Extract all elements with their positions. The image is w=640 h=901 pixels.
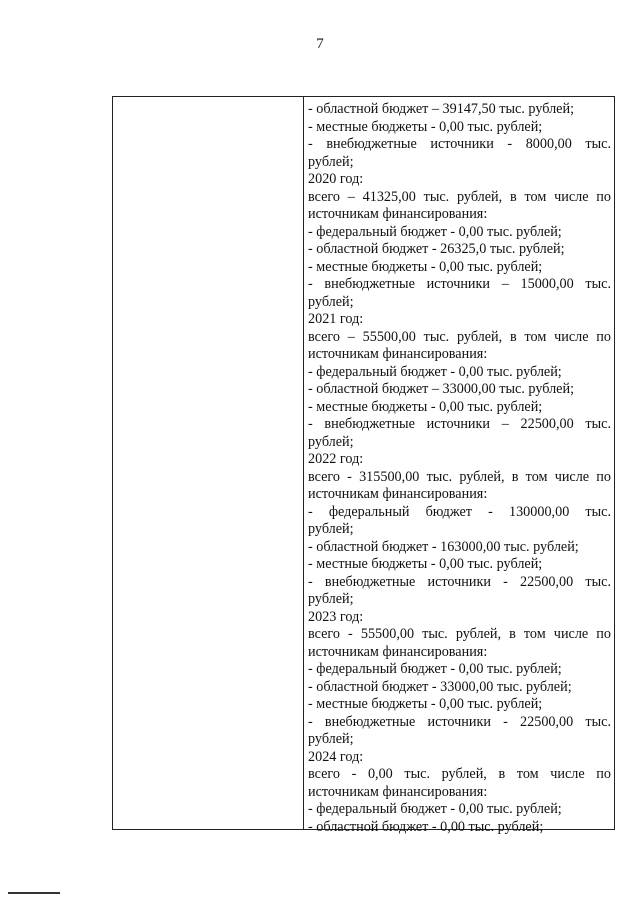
text-line: - областной бюджет - 33000,00 тыс. рублей; xyxy=(308,678,572,695)
text-line: рублей; xyxy=(308,293,354,310)
page-number: 7 xyxy=(316,36,324,52)
text-line: источникам финансирования: xyxy=(308,783,488,800)
funding-text-cell xyxy=(304,97,614,835)
text-line: - областной бюджет - 0,00 тыс. рублей; xyxy=(308,818,544,835)
funding-table xyxy=(112,96,615,835)
text-line: всего – 55500,00 тыс. рублей, в том числе по xyxy=(308,328,611,345)
text-line: источникам финансирования: xyxy=(308,206,488,222)
text-line: - областной бюджет - 163000,00 тыс. рублей; xyxy=(308,538,579,555)
text-line: - внебюджетные источники – 15000,00 тыс. xyxy=(308,276,611,292)
text-line: рублей; xyxy=(308,731,354,747)
text-line: - местные бюджеты - 0,00 тыс. рублей; xyxy=(308,398,543,415)
text-line: всего - 55500,00 тыс. рублей, в том числе по xyxy=(308,626,611,642)
text-line: - местные бюджеты - 0,00 тыс. рублей; xyxy=(308,258,543,275)
text-line: источникам финансирования: xyxy=(308,486,488,502)
text-line: рублей; xyxy=(308,521,354,537)
text-line: всего - 315500,00 тыс. рублей, в том числе по xyxy=(308,468,611,485)
text-line: - федеральный бюджет - 130000,00 тыс. xyxy=(308,503,611,520)
text-line: - федеральный бюджет - 0,00 тыс. рублей; xyxy=(308,223,562,240)
text-line: 2024 год: xyxy=(308,748,364,765)
text-line: - внебюджетные источники – 22500,00 тыс. xyxy=(308,416,611,432)
text-line: - федеральный бюджет - 0,00 тыс. рублей; xyxy=(308,661,562,677)
text-line: рублей; xyxy=(308,153,354,170)
text-line: - областной бюджет – 33000,00 тыс. рублей; xyxy=(308,381,575,397)
text-line: источникам финансирования: xyxy=(308,643,488,660)
text-line: - областной бюджет - 26325,0 тыс. рублей; xyxy=(308,241,565,257)
text-line: источникам финансирования: xyxy=(308,346,488,362)
text-line: всего - 0,00 тыс. рублей, в том числе по xyxy=(308,766,611,782)
text-line: - внебюджетные источники - 8000,00 тыс. xyxy=(308,136,611,152)
text-line: всего – 41325,00 тыс. рублей, в том числе по xyxy=(308,188,611,205)
text-line: рублей; xyxy=(308,591,354,607)
text-line: рублей; xyxy=(308,433,354,450)
text-line: - местные бюджеты - 0,00 тыс. рублей; xyxy=(308,556,543,572)
scan-mark xyxy=(8,892,60,894)
text-line: 2022 год: xyxy=(308,451,364,467)
text-line: 2020 год: xyxy=(308,171,364,187)
text-line: - местные бюджеты - 0,00 тыс. рублей; xyxy=(308,696,543,712)
text-line: - федеральный бюджет - 0,00 тыс. рублей; xyxy=(308,363,562,380)
text-line: 2021 год: xyxy=(308,311,364,327)
text-line: - федеральный бюджет - 0,00 тыс. рублей; xyxy=(308,801,562,817)
text-line: 2023 год: xyxy=(308,608,364,625)
table-left-column xyxy=(113,97,304,829)
text-line: - внебюджетные источники - 22500,00 тыс. xyxy=(308,573,611,590)
text-line: - внебюджетные источники - 22500,00 тыс. xyxy=(308,713,611,730)
text-line: - областной бюджет – 39147,50 тыс. рублей; xyxy=(308,101,575,117)
text-line: - местные бюджеты - 0,00 тыс. рублей; xyxy=(308,118,543,135)
